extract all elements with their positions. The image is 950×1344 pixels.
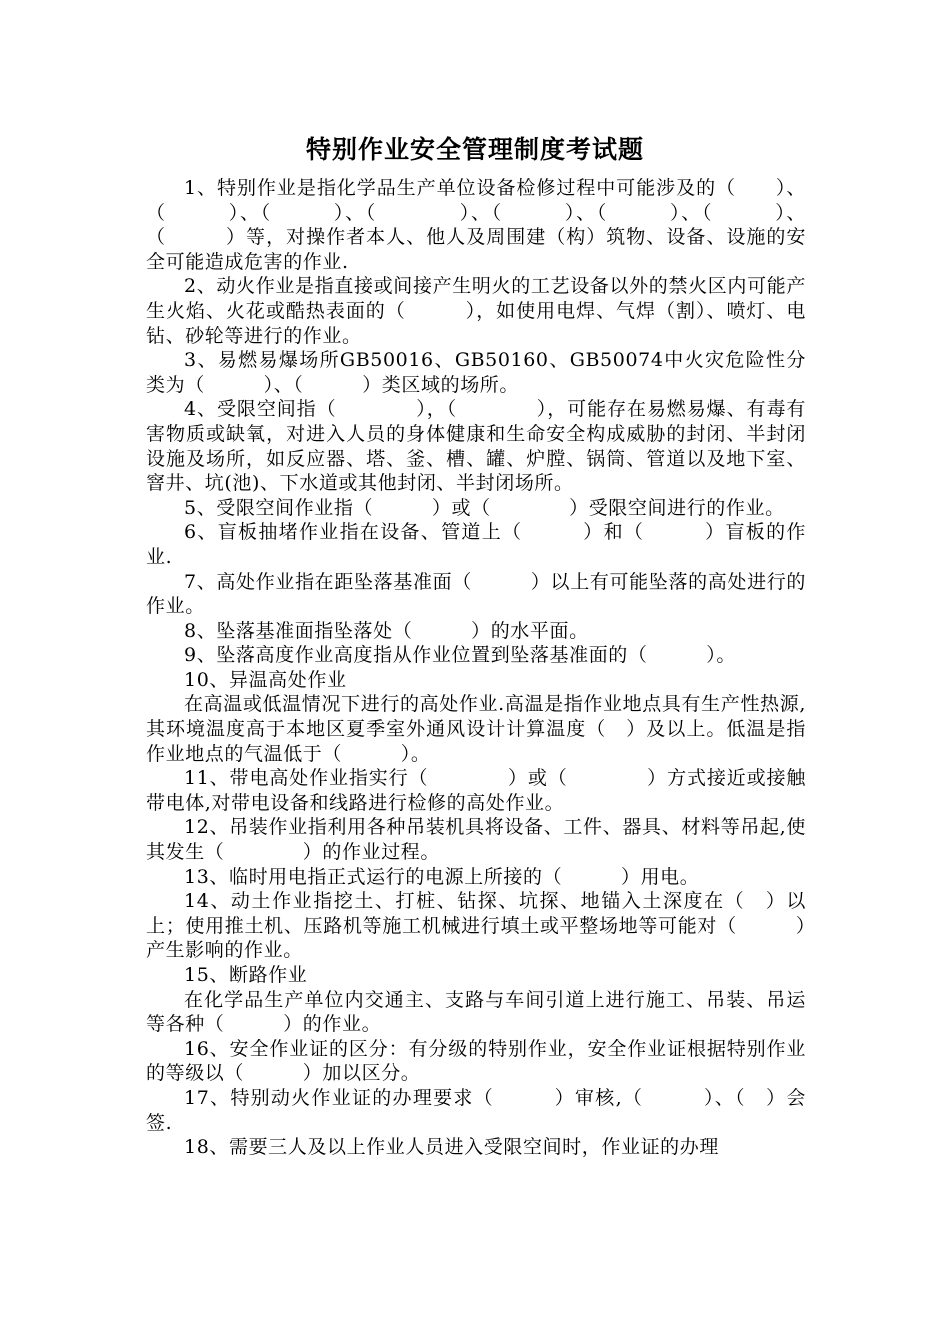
question-list bbox=[146, 176, 806, 1160]
question-16: 16、安全作业证的区分：有分级的特别作业，安全作业证根据特别作业的等级以（ ）加以区分。 bbox=[146, 1037, 806, 1085]
question-10-heading: 10、异温高处作业 bbox=[184, 668, 347, 691]
question-6: 6、盲板抽堵作业指在设备、管道上（ ）和（ ）盲板的作业. bbox=[146, 521, 806, 568]
question-4: 4、受限空间指（ ），（ ），可能存在易燃易爆、有毒有害物质或缺氧，对进入人员的身体健康和生命安全构成威胁的封闭、半封闭设施及场所，如反应器、塔、釜、槽、罐、炉膛、锅筒、管道以及地下室、窨井、坑(池)、下水道或其他封闭、半封闭场所。 bbox=[146, 398, 806, 495]
question-3: 3、易燃易爆场所GB50016、GB50160、GB50074中火灾危险性分类为（ ）、（ ）类区域的场所。 bbox=[146, 349, 806, 396]
question-14: 14、动土作业指挖土、打桩、钻探、坑探、地锚入土深度在（ ）以上；使用推土机、压路机等施工机械进行填土或平整场地等可能对（ ）产生影响的作业。 bbox=[146, 890, 806, 962]
question-9: 9、坠落高度作业高度指从作业位置到坠落基准面的（ ）。 bbox=[184, 644, 736, 667]
question-12: 12、吊装作业指利用各种吊装机具将设备、工件、器具、材料等吊起,使其发生（ ）的作业过程。 bbox=[146, 816, 806, 864]
question-7: 7、高处作业指在距坠落基准面（ ）以上有可能坠落的高处进行的作业。 bbox=[146, 570, 806, 618]
question-10-body: 在高温或低温情况下进行的高处作业.高温是指作业地点具有生产性热源,其环境温度高于本地区夏季室外通风设计计算温度（ ）及以上。低温是指作业地点的气温低于（ ）。 bbox=[146, 693, 806, 765]
question-11: 11、带电高处作业指实行（ ）或（ ）方式接近或接触带电体,对带电设备和线路进行检修的高处作业。 bbox=[146, 767, 806, 814]
question-5: 5、受限空间作业指（ ）或（ ）受限空间进行的作业。 bbox=[184, 496, 785, 519]
document-title: 特别作业安全管理制度考试题 bbox=[305, 135, 644, 164]
question-8: 8、坠落基准面指坠落处（ ）的水平面。 bbox=[184, 619, 589, 642]
question-15-body: 在化学品生产单位内交通主、支路与车间引道上进行施工、吊装、吊运等各种（ ）的作业。 bbox=[146, 988, 806, 1036]
question-18: 18、需要三人及以上作业人员进入受限空间时，作业证的办理 bbox=[184, 1136, 719, 1159]
question-17: 17、特别动火作业证的办理要求（ ）审核,（ ）、（ ）会签. bbox=[146, 1086, 806, 1134]
question-1: 1、特别作业是指化学品生产单位设备检修过程中可能涉及的（ ）、（ ）、（ ）、（ ）、（ ）、（ ）、（ ）、（ ）等，对操作者本人、他人及周围建（构）筑物、设备、设施的安全可能造成危害的作业. bbox=[146, 177, 806, 273]
question-15-heading: 15、断路作业 bbox=[184, 964, 308, 986]
question-13: 13、临时用电指正式运行的电源上所接的（ ）用电。 bbox=[184, 865, 700, 888]
question-2: 2、动火作业是指直接或间接产生明火的工艺设备以外的禁火区内可能产生火焰、火花或酷热表面的（ ），如使用电焊、气焊（割）、喷灯、电钻、砂轮等进行的作业。 bbox=[146, 275, 806, 347]
